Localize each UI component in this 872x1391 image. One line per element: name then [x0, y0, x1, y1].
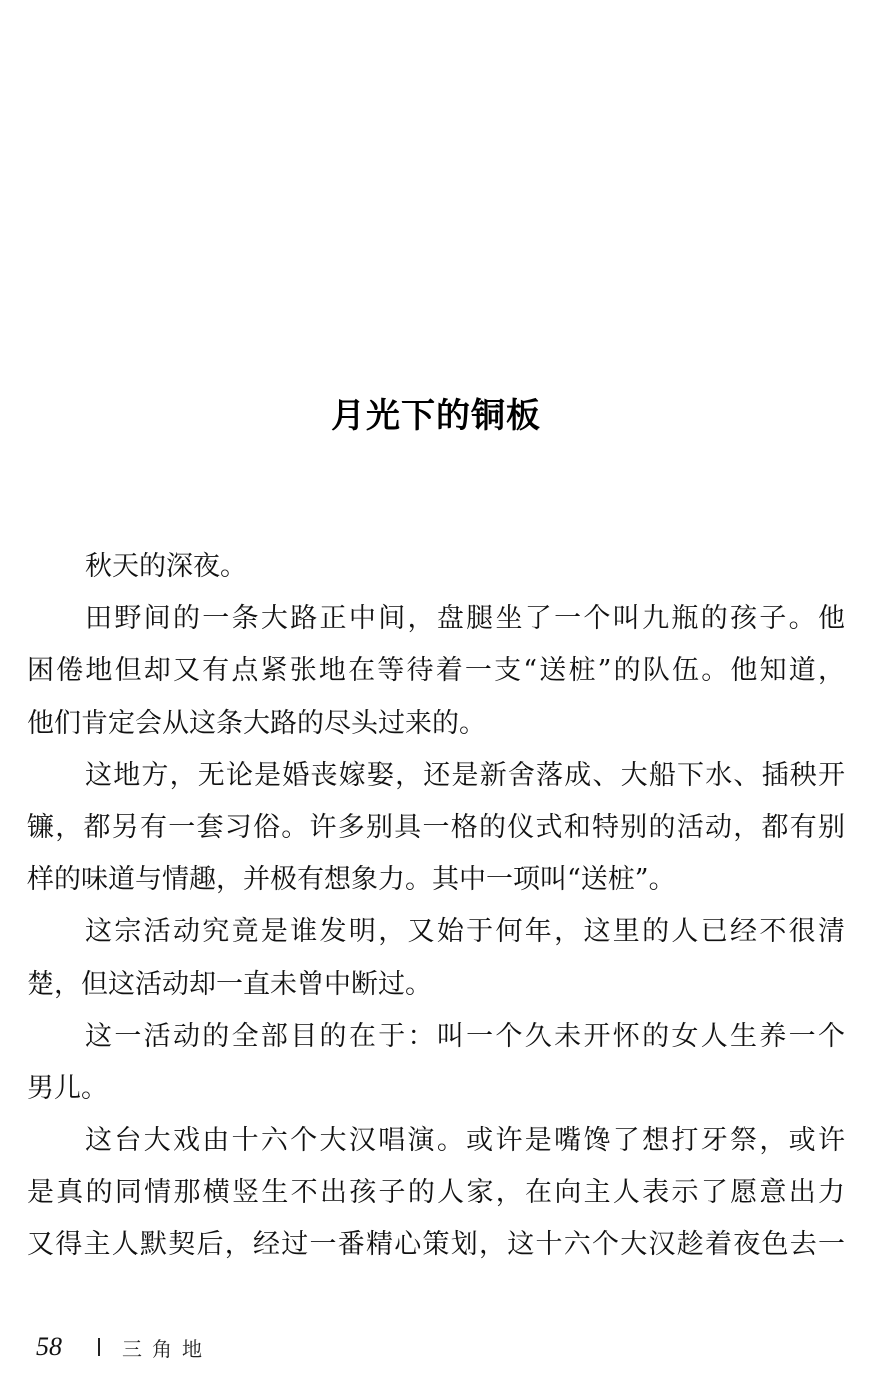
- text-line: 困倦地但却又有点紧张地在等待着一支“送桩”的队伍。他知道，: [27, 655, 845, 687]
- footer-divider: [98, 1338, 100, 1356]
- body-text: [27, 546, 845, 1277]
- text-line: 田野间的一条大路正中间，盘腿坐了一个叫九瓶的孩子。他: [85, 603, 845, 635]
- text-line: 这台大戏由十六个大汉唱演。或许是嘴馋了想打牙祭，或许: [85, 1125, 845, 1157]
- book-title: 三角地: [122, 1336, 212, 1361]
- text-line: 男儿。: [27, 1072, 108, 1104]
- text-line: 这地方，无论是婚丧嫁娶，还是新舍落成、大船下水、插秧开: [85, 759, 845, 791]
- text-line: 秋天的深夜。: [85, 551, 247, 582]
- page-number: 58: [36, 1332, 62, 1361]
- text-line: 这宗活动究竟是谁发明，又始于何年，这里的人已经不很清: [85, 916, 845, 948]
- text-line: 是真的同情那横竖生不出孩子的人家，在向主人表示了愿意出力: [27, 1177, 845, 1209]
- text-line: 楚，但这活动却一直未曾中断过。: [27, 968, 432, 1000]
- text-line: 他们肯定会从这条大路的尽头过来的。: [27, 707, 486, 739]
- text-line: 又得主人默契后，经过一番精心策划，这十六个大汉趁着夜色去一: [27, 1229, 845, 1261]
- text-line: 这一活动的全部目的在于：叫一个久未开怀的女人生养一个: [85, 1020, 845, 1052]
- text-line: 样的味道与情趣，并极有想象力。其中一项叫“送桩”。: [27, 864, 676, 896]
- page-footer: [36, 1332, 212, 1362]
- text-line: 镰，都另有一套习俗。许多别具一格的仪式和特别的活动，都有别: [27, 811, 845, 843]
- chapter-title: 月光下的铜板: [331, 396, 541, 436]
